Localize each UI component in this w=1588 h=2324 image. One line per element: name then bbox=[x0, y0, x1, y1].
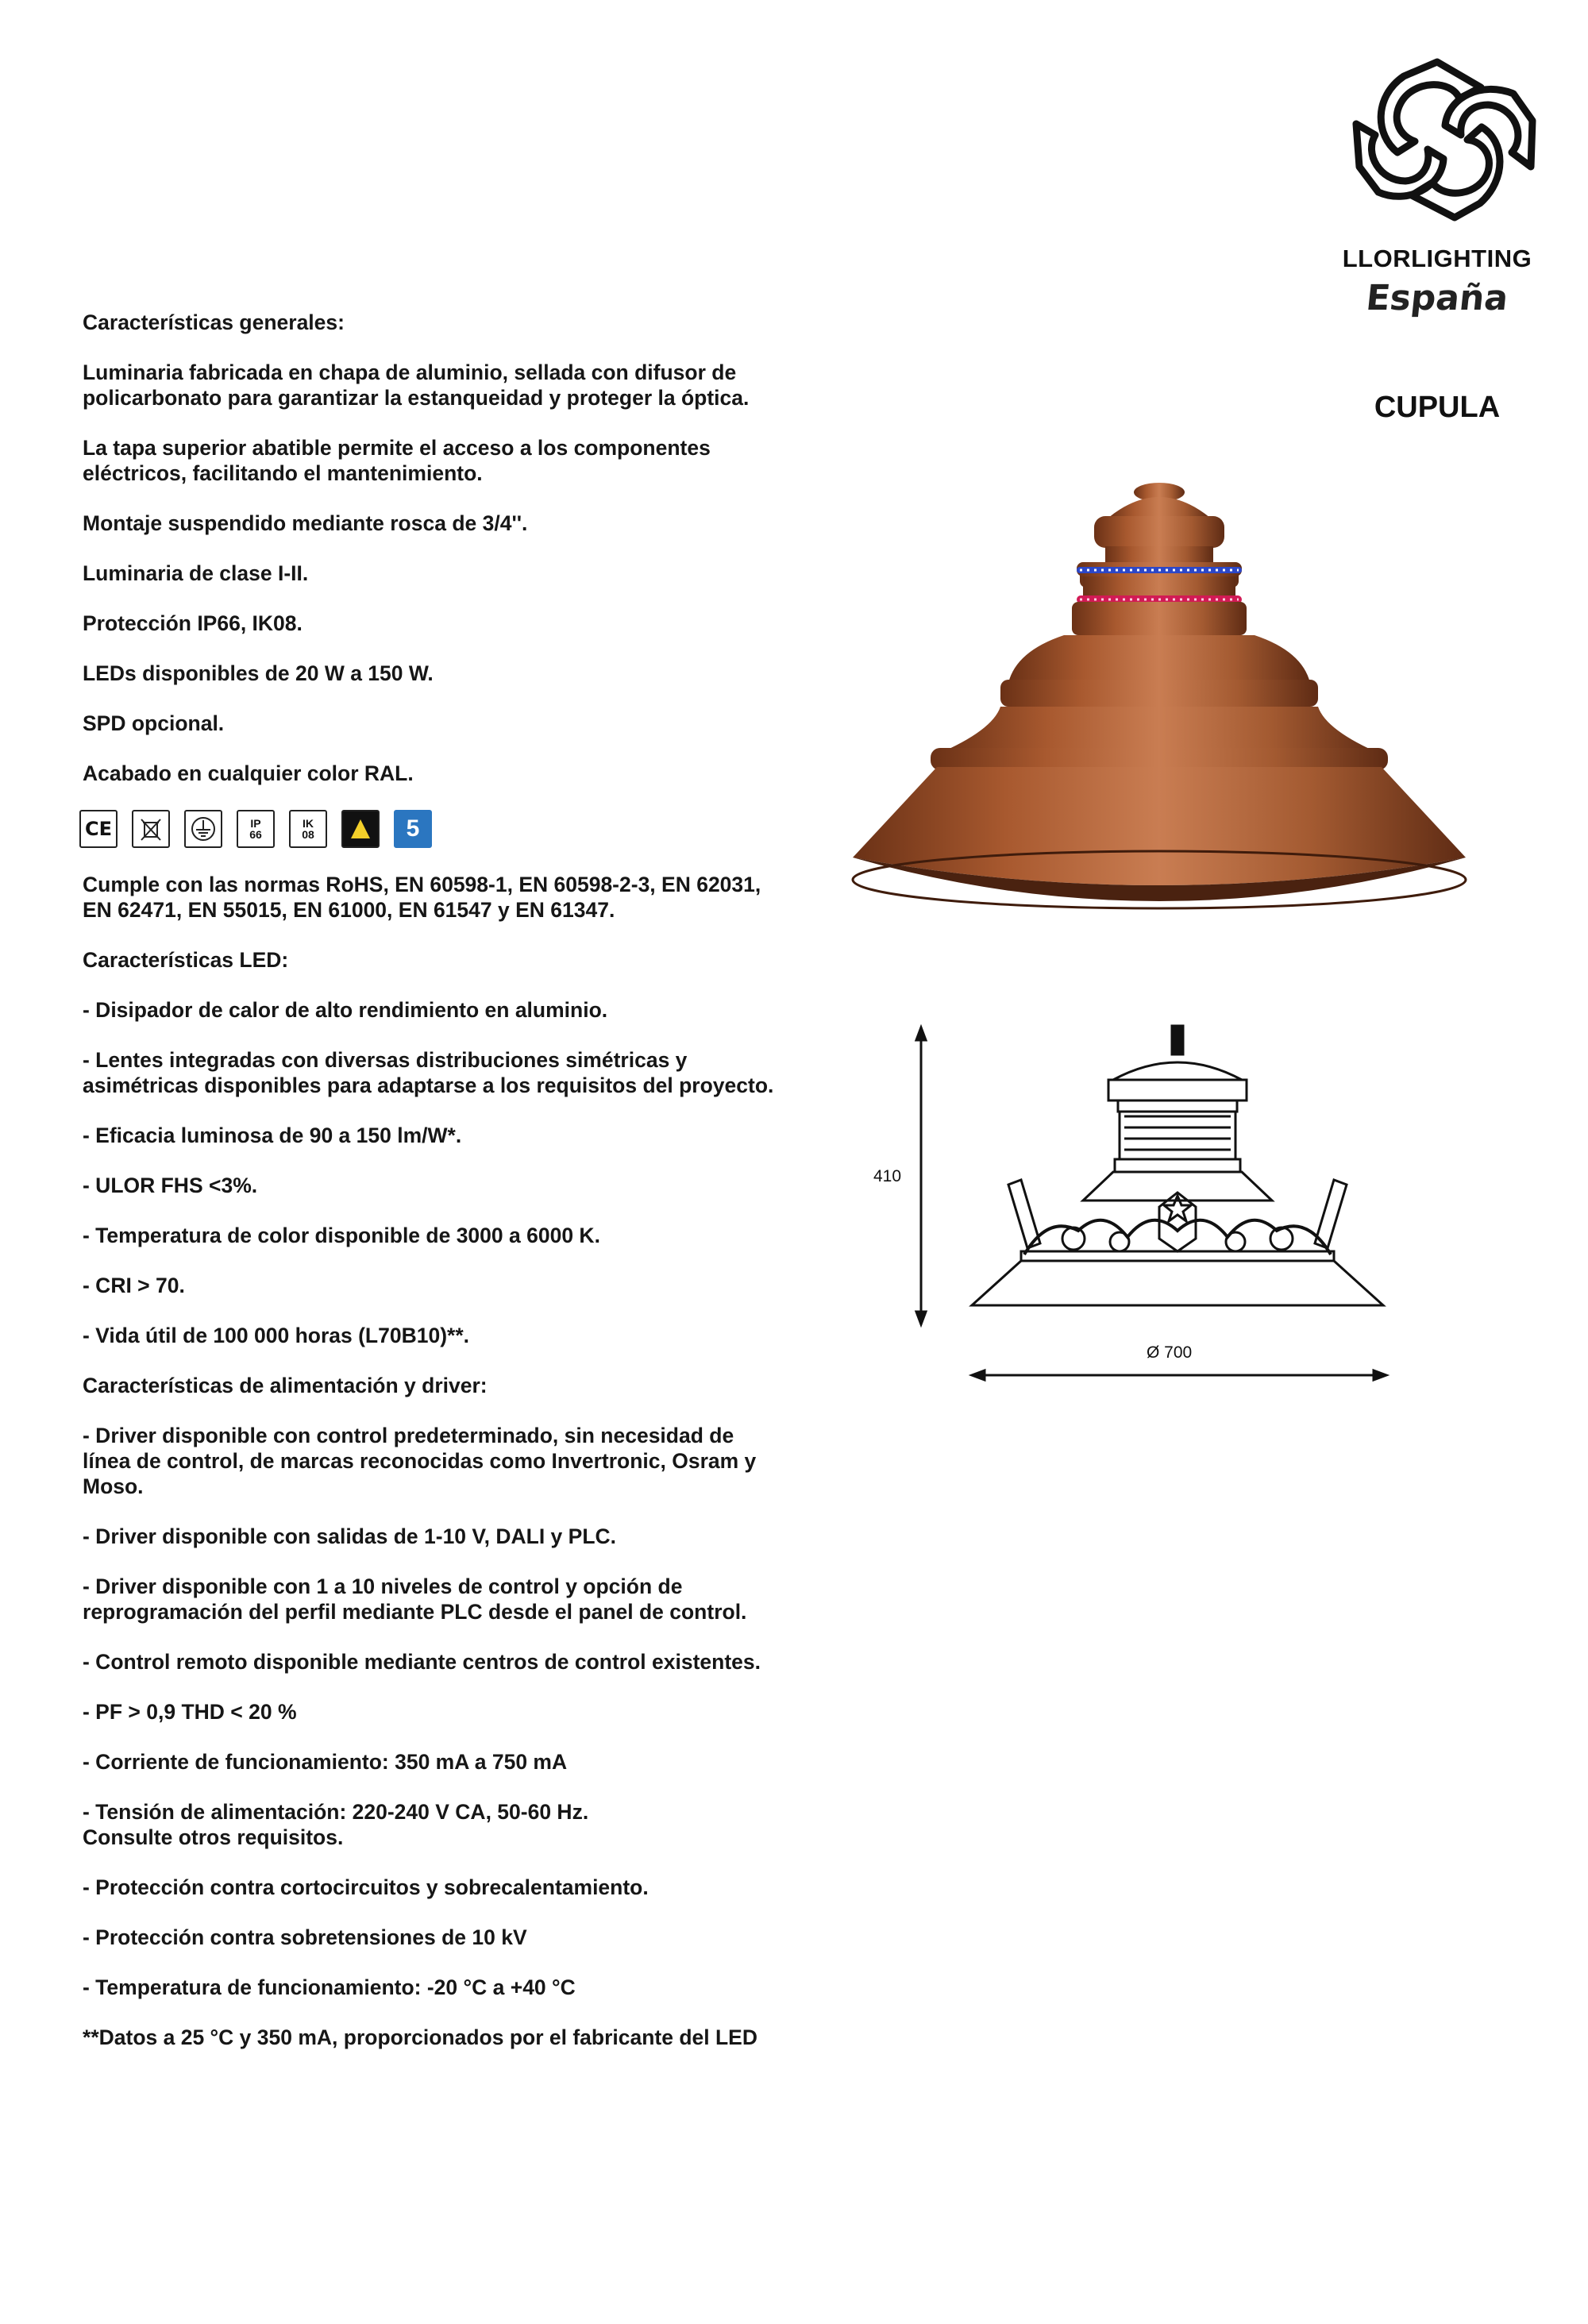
driver-item: - Driver disponible con 1 a 10 niveles de control y opción de reprogramación del perfil mediante PLC desde el panel de control. bbox=[83, 1574, 747, 1624]
driver-item: Consulte otros requisitos. bbox=[83, 1825, 344, 1849]
footnote: **Datos a 25 °C y 350 mA, proporcionados por el fabricante del LED bbox=[83, 2025, 757, 2049]
led-item: - Lentes integradas con diversas distribuciones simétricas y asimétricas disponibles para adaptarse a los requisitos del proyecto. bbox=[83, 1048, 774, 1097]
diameter-dimension: Ø 700 bbox=[1147, 1343, 1193, 1362]
led-item: - Eficacia luminosa de 90 a 150 lm/W*. bbox=[83, 1123, 462, 1147]
blue-led-ring bbox=[1077, 567, 1242, 573]
general-item: Protección IP66, IK08. bbox=[83, 611, 303, 635]
led-item: - Disipador de calor de alto rendimiento en aluminio. bbox=[83, 998, 608, 1022]
product-photo bbox=[842, 468, 1493, 965]
general-item: LEDs disponibles de 20 W a 150 W. bbox=[83, 661, 434, 685]
general-item: Luminaria fabricada en chapa de aluminio, sellada con difusor de policarbonato para garantizar la estanqueidad y proteger la óptica. bbox=[83, 360, 750, 410]
general-item: Luminaria de clase I-II. bbox=[83, 561, 309, 585]
driver-item: - PF > 0,9 THD < 20 % bbox=[83, 1700, 297, 1724]
ce-mark-icon: CE bbox=[79, 810, 118, 848]
llorlighting-logo-icon bbox=[1318, 48, 1556, 238]
driver-item: - Corriente de funcionamiento: 350 mA a 750 mA bbox=[83, 1750, 568, 1774]
general-item: Acabado en cualquier color RAL. bbox=[83, 761, 414, 785]
driver-item: - Protección contra cortocircuitos y sobrecalentamiento. bbox=[83, 1875, 649, 1899]
spec-text bbox=[83, 310, 781, 2075]
ik08-icon: IK 08 bbox=[289, 810, 327, 848]
technical-drawing bbox=[865, 1016, 1421, 1401]
driver-item: - Driver disponible con salidas de 1-10 V, DALI y PLC. bbox=[83, 1524, 617, 1548]
height-dimension: 410 bbox=[873, 1167, 902, 1185]
driver-item: - Temperatura de funcionamiento: -20 °C a +40 °C bbox=[83, 1975, 576, 1999]
led-item: - Vida útil de 100 000 horas (L70B10)**. bbox=[83, 1324, 470, 1347]
general-item: Montaje suspendido mediante rosca de 3/4''. bbox=[83, 511, 528, 535]
light-distribution-icon bbox=[341, 810, 380, 848]
led-heading: Características LED: bbox=[83, 948, 289, 972]
led-item: - Temperatura de color disponible de 3000 a 6000 K. bbox=[83, 1224, 600, 1247]
certification-icons bbox=[79, 810, 432, 851]
brand-name: LLORLIGHTING bbox=[1342, 245, 1532, 272]
ip66-icon: IP 66 bbox=[237, 810, 275, 848]
led-item: - ULOR FHS <3%. bbox=[83, 1174, 258, 1197]
general-heading: Características generales: bbox=[83, 310, 345, 334]
class-ii-icon bbox=[184, 810, 222, 848]
driver-heading: Características de alimentación y driver: bbox=[83, 1374, 488, 1397]
warranty-5-years-icon: 5 bbox=[394, 810, 432, 848]
driver-item: - Tensión de alimentación: 220-240 V CA, 50-60 Hz. bbox=[83, 1800, 589, 1824]
disposal-bin-icon bbox=[132, 810, 170, 848]
driver-item: - Control remoto disponible mediante centros de control existentes. bbox=[83, 1650, 761, 1674]
driver-item: - Protección contra sobretensiones de 10 kV bbox=[83, 1925, 527, 1949]
general-item: SPD opcional. bbox=[83, 711, 225, 735]
general-item: La tapa superior abatible permite el acceso a los componentes eléctricos, facilitando el mantenimiento. bbox=[83, 436, 711, 485]
brand-country: España bbox=[1364, 278, 1510, 318]
brand-logo bbox=[1318, 48, 1556, 242]
norms-text: Cumple con las normas RoHS, EN 60598-1, EN 60598-2-3, EN 62031, EN 62471, EN 55015, EN 61000, EN 61547 y EN 61347. bbox=[83, 873, 761, 922]
led-item: - CRI > 70. bbox=[83, 1274, 185, 1297]
driver-item: - Driver disponible con control predeterminado, sin necesidad de línea de control, de marcas reconocidas como Invertronic, Osram y Moso. bbox=[83, 1424, 757, 1498]
product-name: CUPULA bbox=[1374, 391, 1501, 424]
